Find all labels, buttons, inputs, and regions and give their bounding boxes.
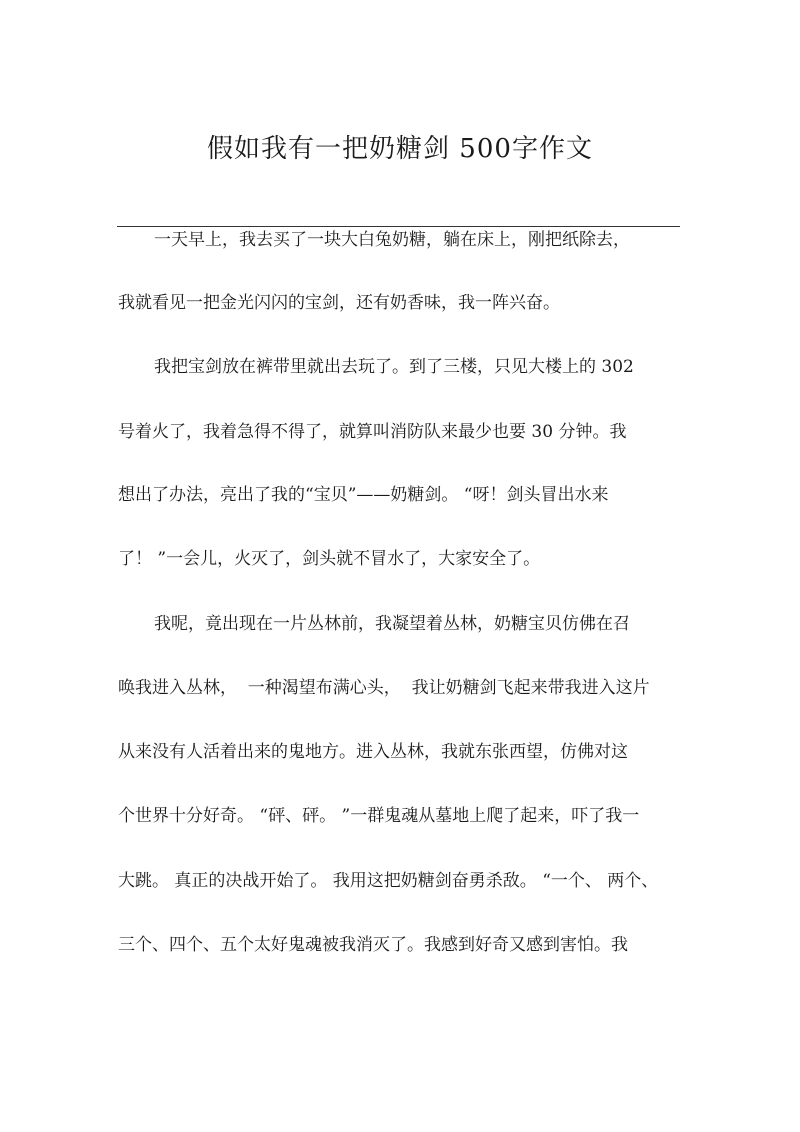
- paragraph-line: 我把宝剑放在裤带里就出去玩了。到了三楼，只见大楼上的 302: [154, 357, 634, 377]
- paragraph-line: 我就看见一把金光闪闪的宝剑，还有奶香味，我一阵兴奋。: [118, 293, 560, 313]
- paragraph-line: 唤我进入丛林， 一种渴望布满心头， 我让奶糖剑飞起来带我进入这片: [118, 678, 650, 698]
- paragraph-line: 我呢，竟出现在一片丛林前，我凝望着丛林，奶糖宝贝仿佛在召: [154, 614, 630, 634]
- title-divider: [117, 226, 680, 227]
- paragraph-line: 大跳。 真正的决战开始了。 我用这把奶糖剑奋勇杀敌。 “一个、 两个、: [118, 871, 659, 891]
- paragraph-line: 号着火了，我着急得不得了，就算叫消防队来最少也要 30 分钟。我: [118, 422, 627, 442]
- paragraph-line: 从来没有人活着出来的鬼地方。进入丛林，我就东张西望，仿佛对这: [118, 742, 628, 762]
- paragraph-line: 一天早上，我去买了一块大白兔奶糖，躺在床上，刚把纸除去，: [154, 230, 630, 250]
- paragraph-line: 想出了办法，亮出了我的“宝贝”——奶糖剑。 “呀！剑头冒出水来: [118, 485, 609, 505]
- document-title: 假如我有一把奶糖剑 500字作文: [207, 134, 593, 164]
- paragraph-line: 三个、四个、五个太好鬼魂被我消灭了。我感到好奇又感到害怕。我: [118, 935, 628, 955]
- paragraph-line: 个世界十分好奇。 “砰、砰。 ”一群鬼魂从墓地上爬了起来，吓了我一: [118, 806, 640, 826]
- paragraph-line: 了！ ”一会儿，火灭了，剑头就不冒水了，大家安全了。: [118, 549, 541, 569]
